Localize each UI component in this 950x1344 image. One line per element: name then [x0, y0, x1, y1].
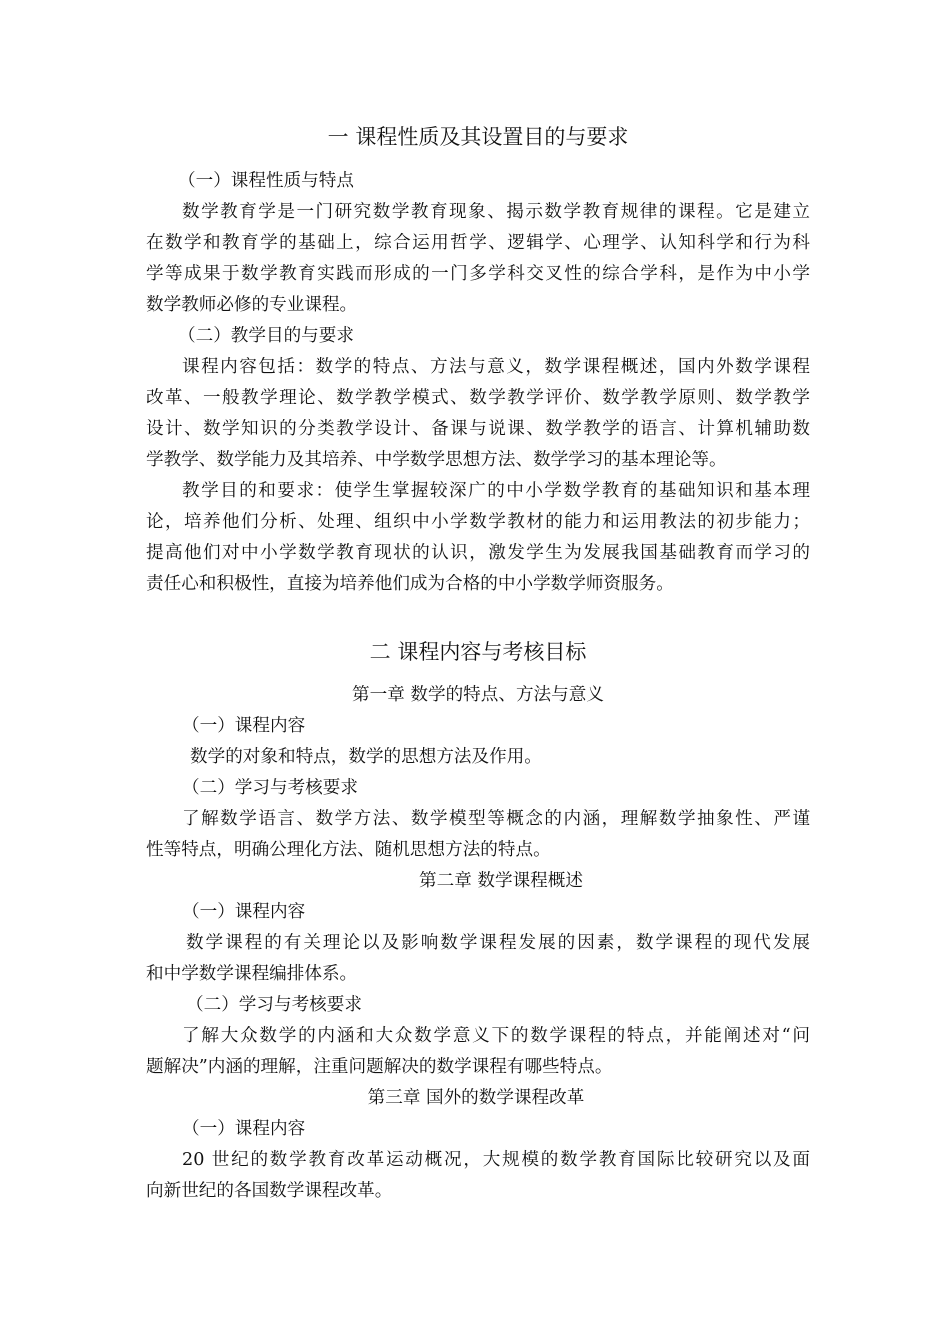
paragraph-line: 设计、数学知识的分类教学设计、备课与说课、数学教学的语言、计算机辅助数: [146, 419, 810, 439]
chapter3-title: 第三章 国外的数学课程改革: [367, 1088, 585, 1108]
paragraph-line: 提高他们对中小学数学教育现状的认识，激发学生为发展我国基础教育而学习的: [146, 543, 810, 563]
paragraph-line: 和中学数学课程编排体系。: [146, 964, 358, 984]
paragraph-line: 性等特点，明确公理化方法、随机思想方法的特点。: [146, 840, 551, 860]
paragraph-line: 教学目的和要求：使学生掌握较深广的中小学数学教育的基础知识和基本理: [182, 481, 810, 501]
chapter1-subheading-2: （二）学习与考核要求: [182, 778, 358, 798]
paragraph-line: 论，培养他们分析、处理、组织中小学数学教材的能力和运用教法的初步能力；: [146, 512, 810, 532]
chapter3-subheading-1: （一）课程内容: [182, 1119, 306, 1139]
paragraph-line: 数学教育学是一门研究数学教育现象、揭示数学教育规律的课程。它是建立: [182, 202, 810, 222]
paragraph-line: 学教学、数学能力及其培养、中学数学思想方法、数学学习的基本理论等。: [146, 450, 727, 470]
paragraph-line: 了解数学语言、数学方法、数学模型等概念的内涵，理解数学抽象性、严谨: [182, 809, 810, 829]
paragraph-line: 题解决”内涵的理解，注重问题解决的数学课程有哪些特点。: [146, 1057, 613, 1077]
section1-subheading-2: （二）教学目的与要求: [178, 326, 354, 346]
paragraph-line: 责任心和积极性，直接为培养他们成为合格的中小学数学师资服务。: [146, 574, 674, 594]
chapter2-title: 第二章 数学课程概述: [419, 871, 583, 891]
paragraph-line: 改革、一般教学理论、数学教学模式、数学教学评价、数学教学原则、数学教学: [146, 388, 810, 408]
chapter2-subheading-2: （二）学习与考核要求: [186, 995, 362, 1015]
chapter2-subheading-1: （一）课程内容: [182, 902, 306, 922]
paragraph-line: 数学课程的有关理论以及影响数学课程发展的因素，数学课程的现代发展: [186, 933, 810, 953]
section1-title: 一 课程性质及其设置目的与要求: [327, 125, 629, 149]
paragraph-line: 在数学和教育学的基础上，综合运用哲学、逻辑学、心理学、认知科学和行为科: [146, 233, 810, 253]
paragraph-line: 20 世纪的数学教育改革运动概况，大规模的数学教育国际比较研究以及面: [182, 1150, 810, 1170]
section2-title: 二 课程内容与考核目标: [369, 640, 587, 664]
paragraph-line: 了解大众数学的内涵和大众数学意义下的数学课程的特点，并能阐述对“问: [182, 1026, 810, 1046]
paragraph-line: 向新世纪的各国数学课程改革。: [146, 1181, 393, 1201]
paragraph-line: 学等成果于数学教育实践而形成的一门多学科交叉性的综合学科，是作为中小学: [146, 264, 810, 284]
chapter1-title: 第一章 数学的特点、方法与意义: [352, 685, 604, 705]
chapter1-subheading-1: （一）课程内容: [182, 716, 306, 736]
paragraph-line: 数学教师必修的专业课程。: [146, 295, 358, 315]
paragraph-line: 数学的对象和特点，数学的思想方法及作用。: [190, 747, 542, 767]
section1-subheading-1: （一）课程性质与特点: [178, 171, 354, 191]
paragraph-line: 课程内容包括：数学的特点、方法与意义，数学课程概述，国内外数学课程: [182, 357, 810, 377]
